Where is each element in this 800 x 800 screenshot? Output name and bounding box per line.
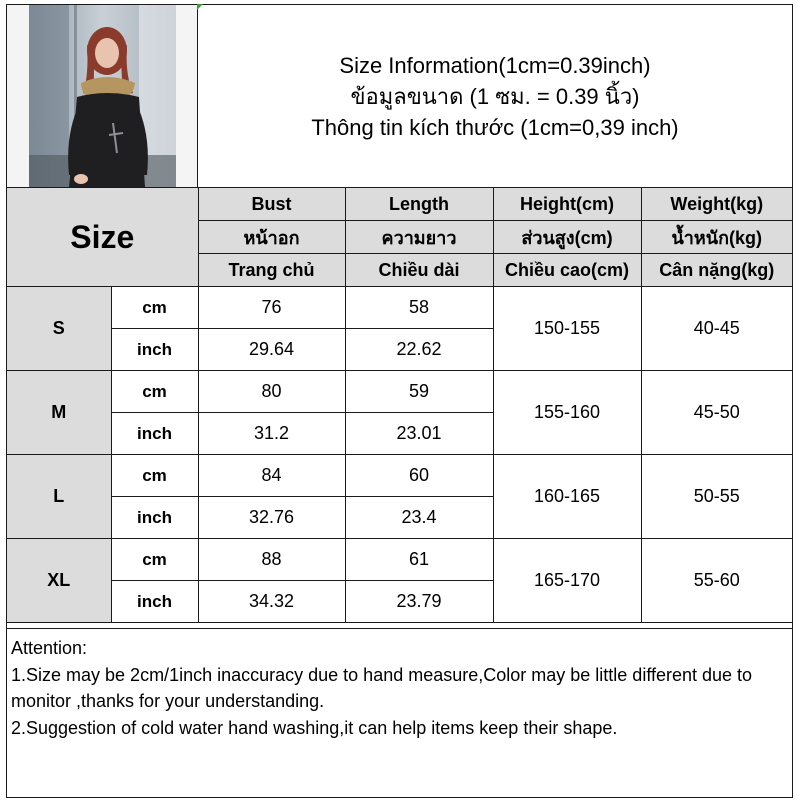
bust-inch-xl: 34.32 — [198, 581, 345, 623]
height-range-s: 150-155 — [493, 287, 641, 371]
length-cm-xl: 61 — [345, 539, 493, 581]
weight-range-l: 50-55 — [641, 455, 792, 539]
header-weight-vi: Cân nặng(kg) — [641, 254, 792, 287]
size-label-xl: XL — [7, 539, 111, 623]
header-height-th: ส่วนสูง(cm) — [493, 221, 641, 254]
bust-cm-s: 76 — [198, 287, 345, 329]
corner-accent-mark — [197, 4, 203, 10]
length-inch-l: 23.4 — [345, 497, 493, 539]
size-table — [7, 188, 792, 623]
length-inch-xl: 23.79 — [345, 581, 493, 623]
bust-cm-xl: 88 — [198, 539, 345, 581]
header-weight-en: Weight(kg) — [641, 188, 792, 221]
unit-cm: cm — [111, 539, 198, 581]
model-photo-illustration — [29, 5, 176, 187]
unit-inch: inch — [111, 497, 198, 539]
attention-notes — [7, 628, 792, 797]
height-range-l: 160-165 — [493, 455, 641, 539]
unit-cm: cm — [111, 287, 198, 329]
header-bust-vi: Trang chủ — [198, 254, 345, 287]
attention-note-1: 1.Size may be 2cm/1inch inaccuracy due to hand measure,Color may be little different due to monitor ,thanks for your understanding. — [11, 664, 753, 711]
bust-cm-l: 84 — [198, 455, 345, 497]
product-photo — [7, 5, 198, 188]
bust-inch-l: 32.76 — [198, 497, 345, 539]
length-cm-m: 59 — [345, 371, 493, 413]
size-label-l: L — [7, 455, 111, 539]
header-length-en: Length — [345, 188, 493, 221]
header-weight-th: น้ำหนัก(kg) — [641, 221, 792, 254]
weight-range-xl: 55-60 — [641, 539, 792, 623]
weight-range-m: 45-50 — [641, 371, 792, 455]
length-inch-m: 23.01 — [345, 413, 493, 455]
header-height-en: Height(cm) — [493, 188, 641, 221]
title-thai: ข้อมูลขนาด (1 ซม. = 0.39 นิ้ว) — [350, 83, 640, 109]
bust-cm-m: 80 — [198, 371, 345, 413]
weight-range-s: 40-45 — [641, 287, 792, 371]
table-row — [7, 371, 792, 413]
height-range-m: 155-160 — [493, 371, 641, 455]
size-column-header: Size — [7, 188, 198, 287]
header-row-english — [7, 188, 792, 221]
length-inch-s: 22.62 — [345, 329, 493, 371]
header-length-vi: Chiều dài — [345, 254, 493, 287]
title-english: Size Information(1cm=0.39inch) — [339, 52, 651, 78]
unit-inch: inch — [111, 581, 198, 623]
title-vietnamese: Thông tin kích thước (1cm=0,39 inch) — [311, 114, 679, 140]
length-cm-s: 58 — [345, 287, 493, 329]
bust-inch-s: 29.64 — [198, 329, 345, 371]
header-bust-th: หน้าอก — [198, 221, 345, 254]
unit-cm: cm — [111, 455, 198, 497]
size-label-s: S — [7, 287, 111, 371]
size-chart-sheet — [6, 4, 793, 798]
header-bust-en: Bust — [198, 188, 345, 221]
height-range-xl: 165-170 — [493, 539, 641, 623]
header-length-th: ความยาว — [345, 221, 493, 254]
table-row — [7, 539, 792, 581]
bust-inch-m: 31.2 — [198, 413, 345, 455]
table-row — [7, 455, 792, 497]
attention-heading: Attention: — [11, 638, 88, 658]
attention-note-2: 2.Suggestion of cold water hand washing,it can help items keep their shape. — [11, 717, 618, 738]
length-cm-l: 60 — [345, 455, 493, 497]
size-information-header — [198, 5, 792, 188]
table-row — [7, 287, 792, 329]
unit-inch: inch — [111, 329, 198, 371]
size-label-m: M — [7, 371, 111, 455]
unit-inch: inch — [111, 413, 198, 455]
header-height-vi: Chiều cao(cm) — [493, 254, 641, 287]
unit-cm: cm — [111, 371, 198, 413]
product-photo-frame — [29, 5, 176, 187]
